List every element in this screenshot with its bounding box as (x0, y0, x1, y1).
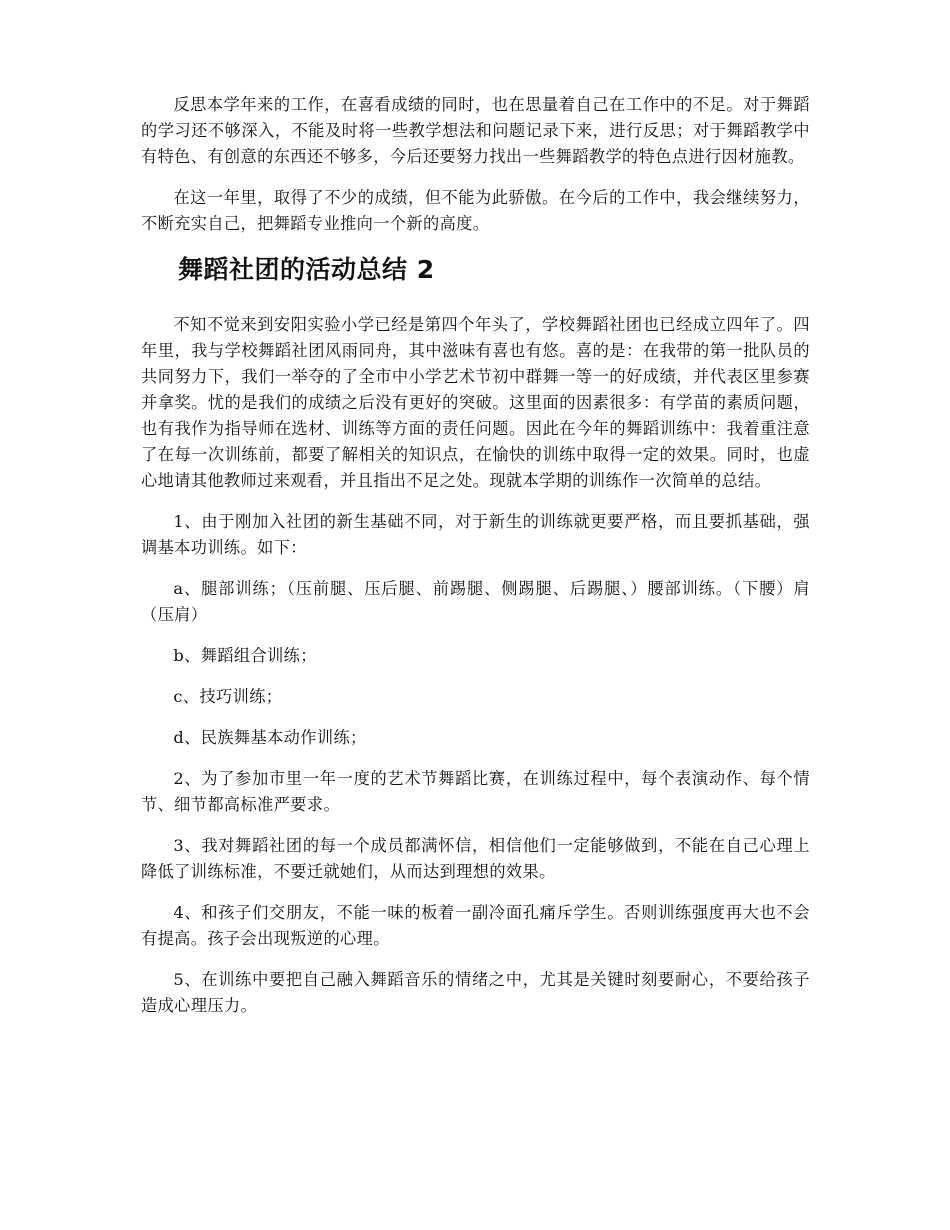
document-body (141, 92, 810, 1034)
paragraph-point-2: 2、为了参加市里一年一度的艺术节舞蹈比赛，在训练过程中，每个表演动作、每个情节、细节都高标准严要求。 (141, 769, 810, 814)
paragraph-introduction: 不知不觉来到安阳实验小学已经是第四个年头了，学校舞蹈社团也已经成立四年了。四年里，我与学校舞蹈社团风雨同舟，其中滋味有喜也有悠。喜的是：在我带的第一批队员的共同努力下，我们一举夺的了全市中小学艺术节初中群舞一等一的好成绩，并代表区里参赛并拿奖。忧的是我们的成绩之后没有更好的突破。这里面的因素很多：有学苗的素质问题，也有我作为指导师在选材、训练等方面的责任问题。因此在今年的舞蹈训练中：我着重注意了在每一次训练前，都要了解相关的知识点，在愉快的训练中取得一定的效果。同时，也虚心地请其他教师过来观看，并且指出不足之处。现就本学期的训练作一次简单的总结。 (141, 315, 810, 490)
paragraph-point-4: 4、和孩子们交朋友，不能一味的板着一副冷面孔痛斥学生。否则训练强度再大也不会有提高。孩子会出现叛逆的心理。 (141, 903, 810, 948)
paragraph-item-b: b、舞蹈组合训练； (173, 646, 317, 665)
paragraph-item-a: a、腿部训练；（压前腿、压后腿、前踢腿、侧踢腿、后踢腿、）腰部训练。（下腰）肩（压肩） (141, 579, 810, 624)
paragraph-point-5: 5、在训练中要把自己融入舞蹈音乐的情绪之中，尤其是关键时刻要耐心，不要给孩子造成心理压力。 (141, 970, 810, 1015)
paragraph-reflection: 反思本学年来的工作，在喜看成绩的同时，也在思量着自己在工作中的不足。对于舞蹈的学习还不够深入，不能及时将一些教学想法和问题记录下来，进行反思；对于舞蹈教学中有特色、有创意的东西还不够多，今后还要努力找出一些舞蹈教学的特色点进行因材施教。 (141, 95, 810, 166)
paragraph-achievements: 在这一年里，取得了不少的成绩，但不能为此骄傲。在今后的工作中，我会继续努力，不断充实自己，把舞蹈专业推向一个新的高度。 (141, 188, 810, 233)
section-heading: 舞蹈社团的活动总结 2 (178, 255, 435, 284)
paragraph-item-c: c、技巧训练； (173, 687, 283, 706)
paragraph-point-1: 1、由于刚加入社团的新生基础不同，对于新生的训练就更要严格，而且要抓基础，强调基本功训练。如下： (141, 512, 810, 557)
paragraph-point-3: 3、我对舞蹈社团的每一个成员都满怀信，相信他们一定能够做到，不能在自己心理上降低了训练标准，不要迁就她们，从而达到理想的效果。 (141, 836, 810, 881)
paragraph-item-d: d、民族舞基本动作训练； (173, 728, 367, 747)
